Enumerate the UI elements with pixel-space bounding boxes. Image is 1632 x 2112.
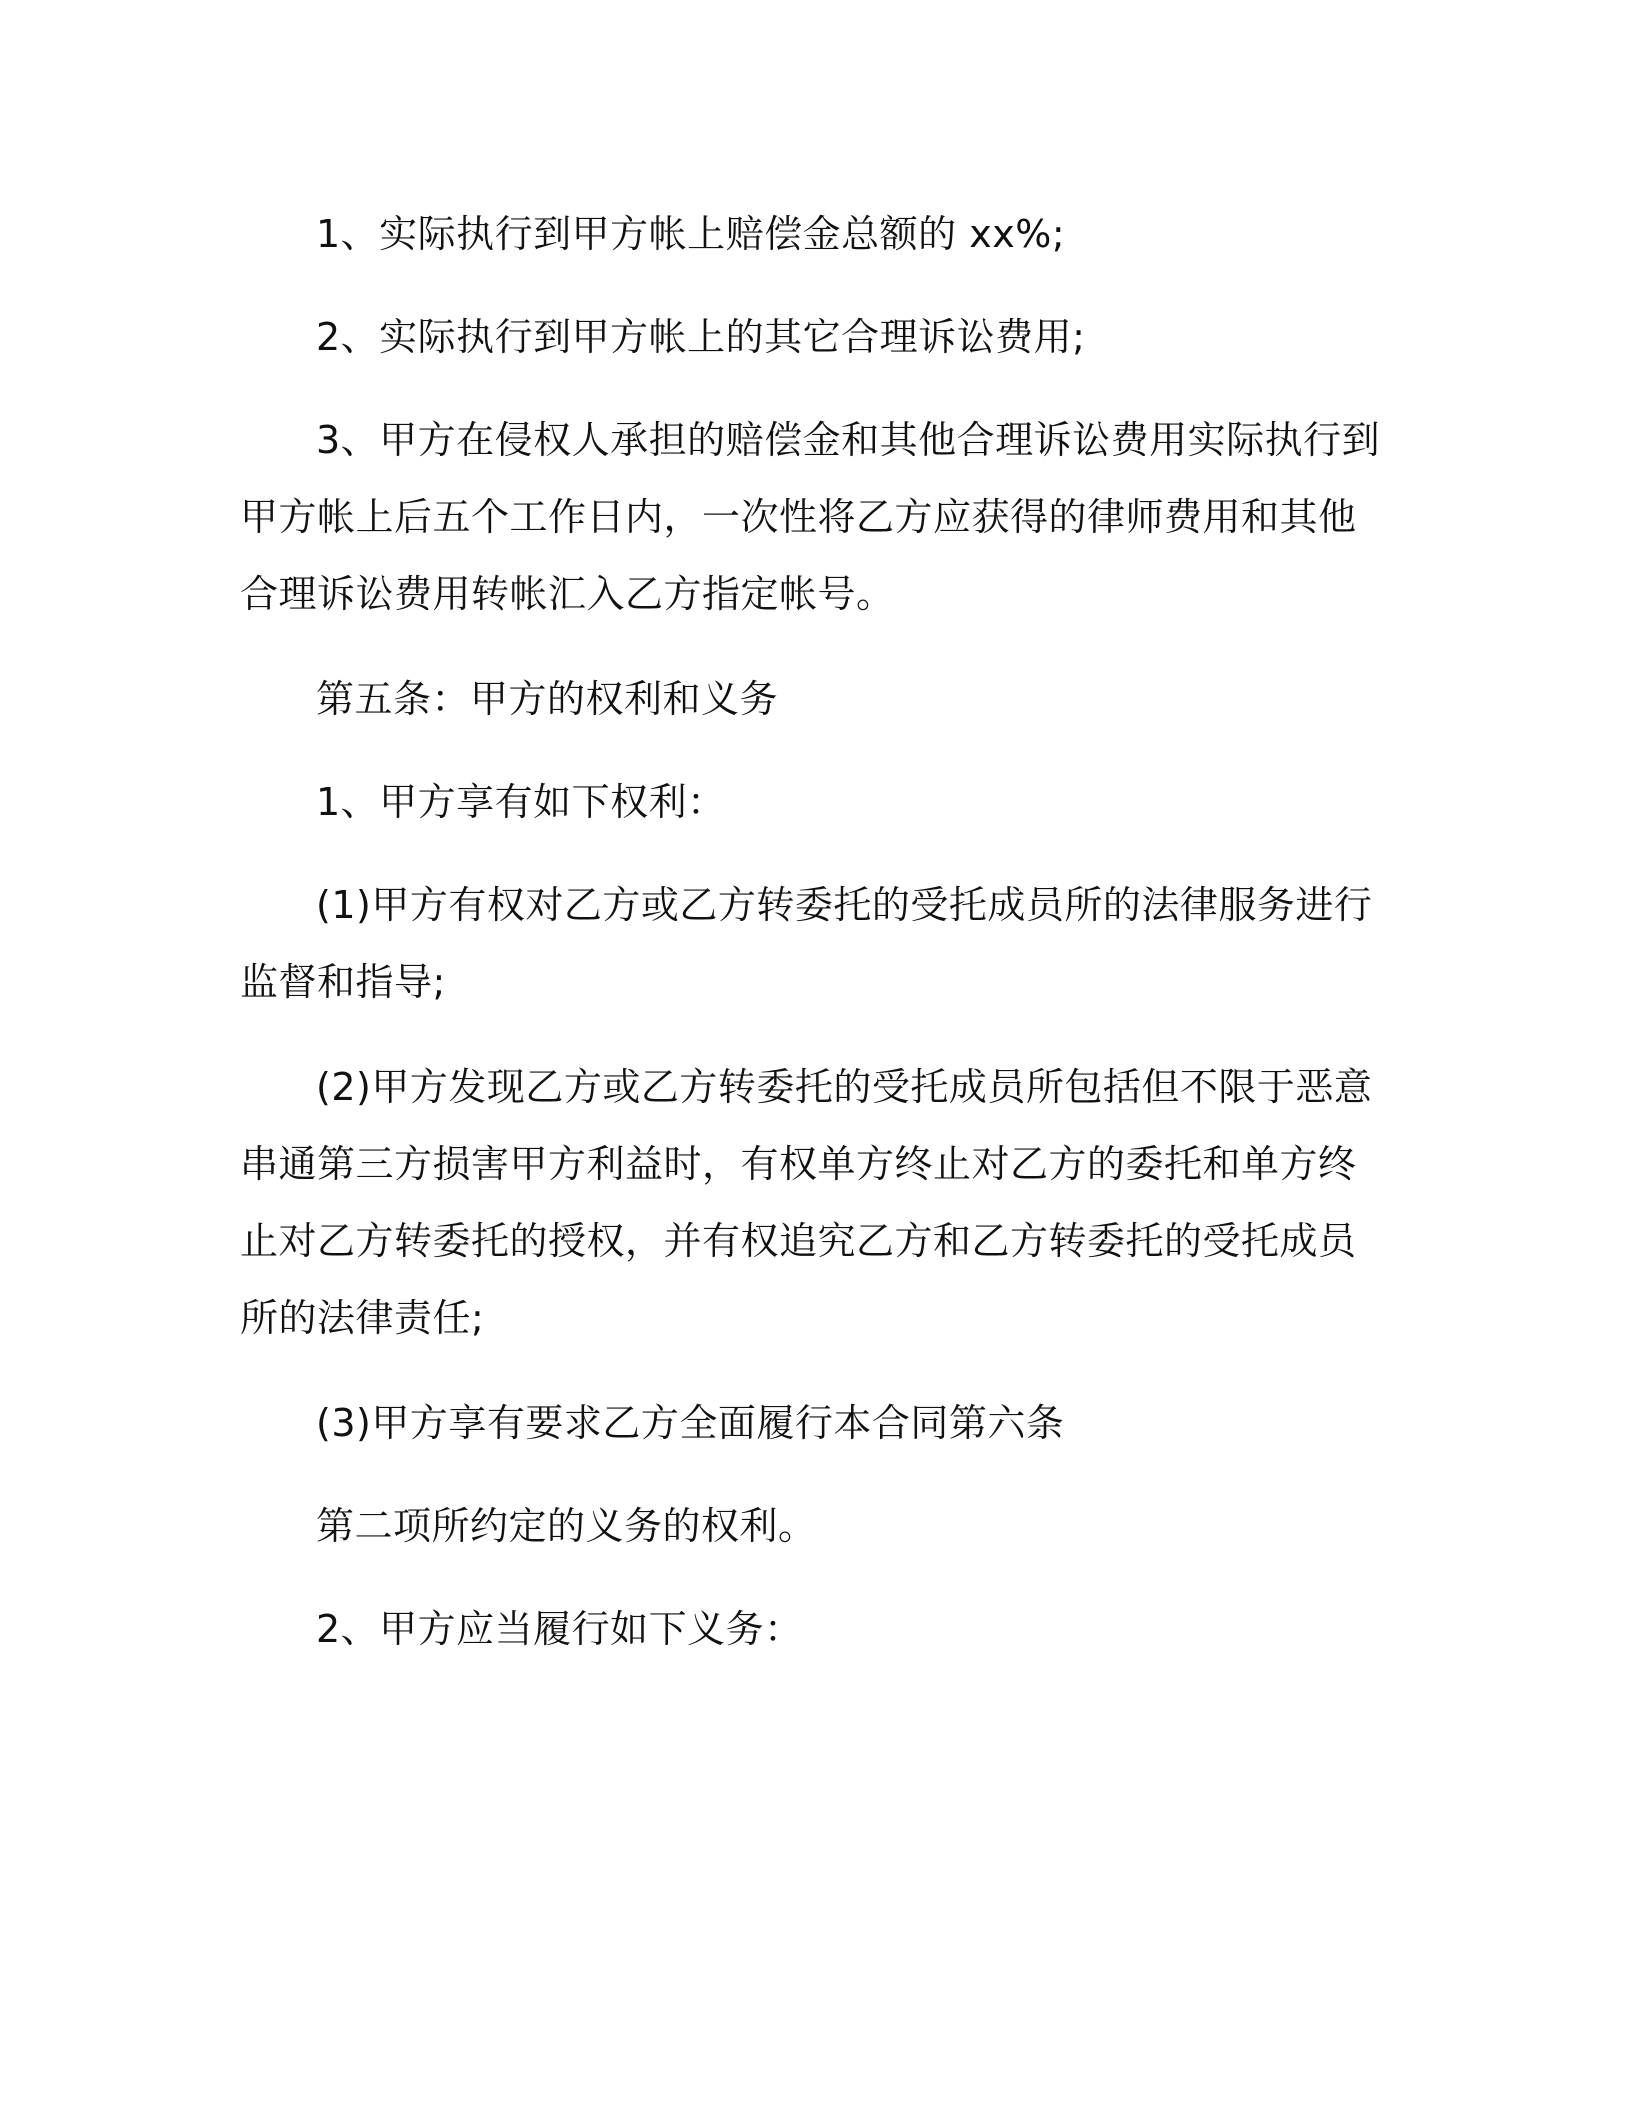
document-page <box>240 196 1390 1668</box>
paragraph-compensation-percentage: 1、实际执行到甲方帐上赔偿金总额的 xx%; <box>316 212 1066 256</box>
paragraph-right-performance-continued: 第二项所约定的义务的权利。 <box>316 1504 817 1548</box>
paragraph-rights-heading: 1、甲方享有如下权利： <box>316 780 726 824</box>
paragraph-obligations-heading: 2、甲方应当履行如下义务： <box>316 1607 803 1651</box>
paragraph-right-supervision: (1)甲方有权对乙方或乙方转委托的受托成员所的法律服务进行监督和指导; <box>240 883 1373 1004</box>
paragraph-litigation-fees: 2、实际执行到甲方帐上的其它合理诉讼费用; <box>316 315 1086 359</box>
paragraph-right-performance: (3)甲方享有要求乙方全面履行本合同第六条 <box>316 1401 1065 1445</box>
section-heading-article-five: 第五条：甲方的权利和义务 <box>316 677 779 721</box>
paragraph-payment-transfer: 3、甲方在侵权人承担的赔偿金和其他合理诉讼费用实际执行到甲方帐上后五个工作日内，一次性将乙方应获得的律师费用和其他合理诉讼费用转帐汇入乙方指定帐号。 <box>240 418 1381 616</box>
paragraph-right-termination: (2)甲方发现乙方或乙方转委托的受托成员所包括但不限于恶意串通第三方损害甲方利益时，有权单方终止对乙方的委托和单方终止对乙方转委托的授权，并有权追究乙方和乙方转委托的受托成员所的法律责任; <box>240 1065 1373 1340</box>
